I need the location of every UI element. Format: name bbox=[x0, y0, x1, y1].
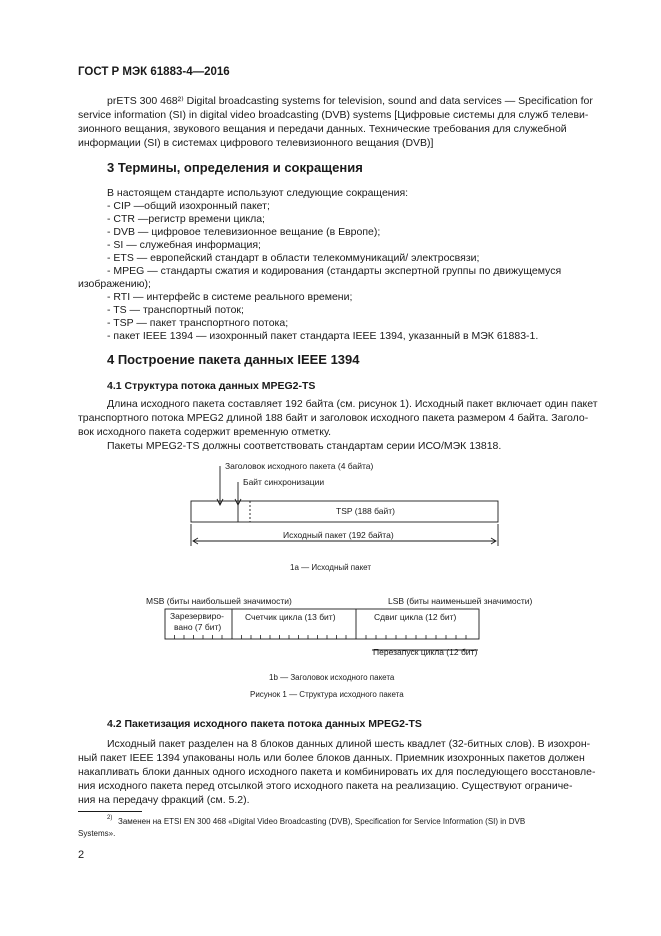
label-lsb: LSB (биты наименьшей значимости) bbox=[388, 596, 533, 606]
figure-title: Рисунок 1 — Структура исходного пакета bbox=[250, 690, 404, 699]
ref-line-1: prETS 300 468²⁾ Digital broadcasting systems for television, sound and data services — Specification for bbox=[107, 95, 593, 107]
bit-ticks bbox=[175, 635, 467, 639]
para-4-2-line: Исходный пакет разделен на 8 блоков данных длиной шесть квадлет (32-битных слов). В изохрон- bbox=[107, 738, 591, 750]
footnote-line-2: Systems». bbox=[78, 829, 116, 838]
para-4-1-line: вок исходного пакета содержит временную отметку. bbox=[78, 426, 332, 438]
label-tsp: TSP (188 байт) bbox=[336, 506, 395, 516]
label-reserved: Зарезервиро- bbox=[170, 611, 224, 621]
para-4-2-line: ния исходного пакета перед отсылкой этого исходного пакета на реализацию. Существуют ограниче- bbox=[78, 780, 573, 792]
label-source-header: Заголовок исходного пакета (4 байта) bbox=[225, 461, 374, 471]
footnote-line-1: Заменен на ETSI EN 300 468 «Digital Video Broadcasting (DVB), Specification for Service Information (SI) in DVB bbox=[118, 817, 526, 826]
caption-1a: 1а — Исходный пакет bbox=[290, 563, 372, 572]
label-sync-byte: Байт синхронизации bbox=[243, 477, 325, 487]
abbr-item: - TS — транспортный поток; bbox=[107, 304, 244, 316]
abbr-item: - MPEG — стандарты сжатия и кодирования (стандарты экспертной группы по движущемуся bbox=[107, 265, 562, 277]
subsection-4-1-title: 4.1 Структура потока данных MPEG2-TS bbox=[107, 380, 316, 392]
ref-line-3: зионного вещания, звукового вещания и передачи данных. Технические требования для служебной bbox=[78, 123, 567, 135]
ref-line-4: информации (SI) в системах цифрового телевизионного вещания (DVB)] bbox=[78, 137, 434, 149]
abbr-item-continued: изображению); bbox=[78, 278, 151, 290]
section-3-title: 3 Термины, определения и сокращения bbox=[107, 160, 363, 175]
section-3-intro: В настоящем стандарте используют следующие сокращения: bbox=[107, 187, 409, 199]
para-4-1-line: Пакеты MPEG2-TS должны соответствовать стандартам серии ИСО/МЭК 13818. bbox=[107, 440, 502, 452]
ref-line-2: service information (SI) in digital video broadcasting (DVB) systems [Цифровые системы для служб телеви- bbox=[78, 109, 589, 121]
para-4-2-line: ный пакет IEEE 1394 упакованы ноль или более блоков данных. Приемник изохронных пакетов должен bbox=[78, 752, 585, 764]
para-4-2-line: накапливать блоки данных одного исходного пакета и комбинировать их для последующего восстановле- bbox=[78, 766, 596, 778]
abbr-item: - TSP — пакет транспортного потока; bbox=[107, 317, 289, 329]
label-reserved-2: вано (7 бит) bbox=[174, 622, 222, 632]
abbr-item: - пакет IEEE 1394 — изохронный пакет стандарта IEEE 1394, указанный в МЭК 61883-1. bbox=[107, 330, 539, 342]
abbr-item: - DVB — цифровое телевизионное вещание (в Европе); bbox=[107, 226, 381, 238]
abbr-item: - ETS — европейский стандарт в области телекоммуникаций/ электросвязи; bbox=[107, 252, 480, 264]
section-4-title: 4 Построение пакета данных IEEE 1394 bbox=[107, 352, 360, 367]
footnote-rule bbox=[78, 811, 142, 812]
label-msb: MSB (биты наибольшей значимости) bbox=[146, 596, 292, 606]
document-header: ГОСТ Р МЭК 61883-4—2016 bbox=[78, 66, 230, 78]
para-4-2-line: ния на передачу фракций (см. 5.2). bbox=[78, 794, 250, 806]
label-cycle-wrap: Перезапуск цикла (12 бит) bbox=[373, 647, 478, 657]
para-4-1-line: Длина исходного пакета составляет 192 байта (см. рисунок 1). Исходный пакет включает один пакет bbox=[107, 398, 598, 410]
label-cycle-count: Счетчик цикла (13 бит) bbox=[245, 612, 336, 622]
caption-1b: 1b — Заголовок исходного пакета bbox=[269, 673, 395, 682]
para-4-1-line: транспортного потока MPEG2 длиной 188 байт и заголовок исходного пакета размером 4 байта. Заголо- bbox=[78, 412, 589, 424]
page-number: 2 bbox=[78, 849, 85, 861]
label-cycle-offset: Сдвиг цикла (12 бит) bbox=[374, 612, 457, 622]
label-source-packet: Исходный пакет (192 байта) bbox=[283, 530, 394, 540]
abbr-item: - CIP —общий изохронный пакет; bbox=[107, 200, 270, 212]
abbr-item: - SI — служебная информация; bbox=[107, 239, 261, 251]
subsection-4-2-title: 4.2 Пакетизация исходного пакета потока данных MPEG2-TS bbox=[107, 718, 422, 730]
abbr-item: - CTR —регистр времени цикла; bbox=[107, 213, 265, 225]
abbr-item: - RTI — интерфейс в системе реального времени; bbox=[107, 291, 353, 303]
footnote-marker: 2) bbox=[107, 815, 113, 821]
